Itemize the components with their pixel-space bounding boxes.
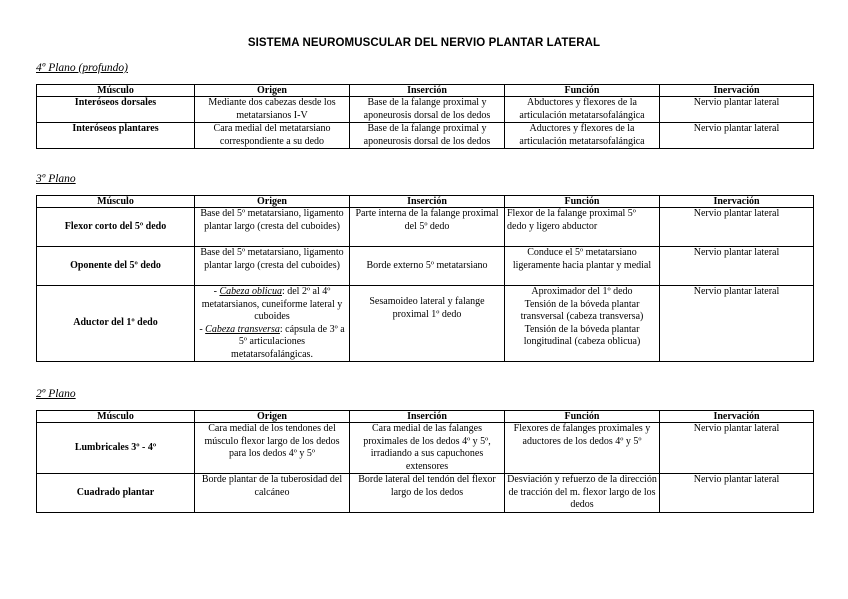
header-insercion: Inserción: [350, 85, 505, 97]
header-funcion: Función: [505, 196, 660, 208]
function-cell: Abductores y flexores de la articulación metatarsofalángica: [505, 97, 660, 123]
document-title: SISTEMA NEUROMUSCULAR DEL NERVIO PLANTAR LATERAL: [247, 37, 601, 49]
section-heading-plano-2: 2º Plano: [36, 388, 76, 400]
function-line: Tensión de la bóveda plantar longitudinal (cabeza oblicua): [523, 323, 641, 347]
origin-cell: Cara medial del metatarsiano correspondiente a su dedo: [195, 123, 350, 149]
table-header-row: [37, 196, 814, 208]
muscle-name: Interóseos dorsales: [37, 97, 195, 123]
table-row: [37, 474, 814, 513]
header-insercion: Inserción: [350, 196, 505, 208]
origin-oblique-head: - Cabeza oblicua: del 2º al 4º metatarsianos, cuneiforme lateral y cuboides: [201, 286, 343, 322]
table-plano-2: [36, 410, 814, 513]
table-row: [37, 97, 814, 123]
origin-transverse-text: : cápsula de 3º a 5º articulaciones metatarsofalángicas.: [231, 323, 345, 360]
origin-cell: Base del 5º metatarsiano, ligamento plantar largo (cresta del cuboides): [195, 247, 350, 286]
header-musculo: Músculo: [37, 85, 195, 97]
origin-cell: [195, 286, 350, 362]
innervation-cell: Nervio plantar lateral: [660, 123, 814, 149]
muscle-name: Oponente del 5º dedo: [37, 247, 195, 286]
innervation-cell: Nervio plantar lateral: [660, 247, 814, 286]
table-plano-3: [36, 195, 814, 362]
table-header-row: [37, 411, 814, 423]
header-inervacion: Inervación: [660, 196, 814, 208]
header-origen: Origen: [195, 85, 350, 97]
insertion-cell: Sesamoideo lateral y falange proximal 1º dedo: [350, 286, 505, 362]
table-header-row: [37, 85, 814, 97]
innervation-cell: Nervio plantar lateral: [660, 423, 814, 474]
function-cell: Flexores de falanges proximales y aductores de los dedos 4º y 5º: [505, 423, 660, 474]
function-cell: Conduce el 5º metatarsiano ligeramente hacia plantar y medial: [505, 247, 660, 286]
insertion-cell: Base de la falange proximal y aponeurosis dorsal de los dedos: [350, 123, 505, 149]
header-origen: Origen: [195, 196, 350, 208]
table-row: [37, 208, 814, 247]
header-inervacion: Inervación: [660, 85, 814, 97]
muscle-name: Aductor del 1º dedo: [37, 286, 195, 362]
origin-cell: Borde plantar de la tuberosidad del calcáneo: [195, 474, 350, 513]
header-funcion: Función: [505, 411, 660, 423]
origin-cell: Cara medial de los tendones del músculo flexor largo de los dedos para los dedos 4º y 5º: [195, 423, 350, 474]
header-insercion: Inserción: [350, 411, 505, 423]
header-origen: Origen: [195, 411, 350, 423]
innervation-cell: Nervio plantar lateral: [660, 474, 814, 513]
header-inervacion: Inervación: [660, 411, 814, 423]
origin-cell: Mediante dos cabezas desde los metatarsianos I-V: [195, 97, 350, 123]
function-cell: Flexor de la falange proximal 5º dedo y ligero abductor: [505, 208, 660, 247]
table-row: [37, 423, 814, 474]
insertion-cell: Borde externo 5º metatarsiano: [350, 247, 505, 286]
insertion-cell: Borde lateral del tendón del flexor largo de los dedos: [350, 474, 505, 513]
header-musculo: Músculo: [37, 411, 195, 423]
table-plano-4: [36, 84, 814, 149]
function-cell: Desviación y refuerzo de la dirección de tracción del m. flexor largo de los dedos: [505, 474, 660, 513]
table-row: [37, 286, 814, 362]
origin-cell: Base del 5º metatarsiano, ligamento plantar largo (cresta del cuboides): [195, 208, 350, 247]
muscle-name: Flexor corto del 5º dedo: [37, 208, 195, 247]
insertion-cell: Cara medial de las falanges proximales de los dedos 4º y 5º, irradiando a sus capuchones extensores: [350, 423, 505, 474]
table-row: [37, 247, 814, 286]
innervation-cell: Nervio plantar lateral: [660, 208, 814, 247]
header-funcion: Función: [505, 85, 660, 97]
insertion-cell: Base de la falange proximal y aponeurosis dorsal de los dedos: [350, 97, 505, 123]
innervation-cell: Nervio plantar lateral: [660, 286, 814, 362]
insertion-cell: Parte interna de la falange proximal del 5º dedo: [350, 208, 505, 247]
origin-transverse-label: Cabeza transversa: [205, 323, 280, 335]
function-cell: [505, 286, 660, 362]
header-musculo: Músculo: [37, 196, 195, 208]
function-line: Tensión de la bóveda plantar transversal (cabeza transversa): [520, 298, 644, 322]
origin-oblique-text: : del 2º al 4º metatarsianos, cuneiforme lateral y cuboides: [201, 286, 343, 322]
table-row: [37, 123, 814, 149]
function-cell: Aductores y flexores de la articulación metatarsofalángica: [505, 123, 660, 149]
function-line: Aproximador del 1º dedo: [531, 286, 633, 297]
muscle-name: Cuadrado plantar: [37, 474, 195, 513]
origin-transverse-head: - Cabeza transversa: cápsula de 3º a 5º articulaciones metatarsofalángicas.: [199, 323, 345, 360]
section-heading-plano-3: 3º Plano: [36, 173, 76, 185]
origin-oblique-label: Cabeza oblicua: [219, 286, 282, 297]
muscle-name: Interóseos plantares: [37, 123, 195, 149]
section-heading-plano-4: 4º Plano (profundo): [36, 62, 128, 74]
innervation-cell: Nervio plantar lateral: [660, 97, 814, 123]
muscle-name: Lumbricales 3º - 4º: [37, 423, 195, 474]
